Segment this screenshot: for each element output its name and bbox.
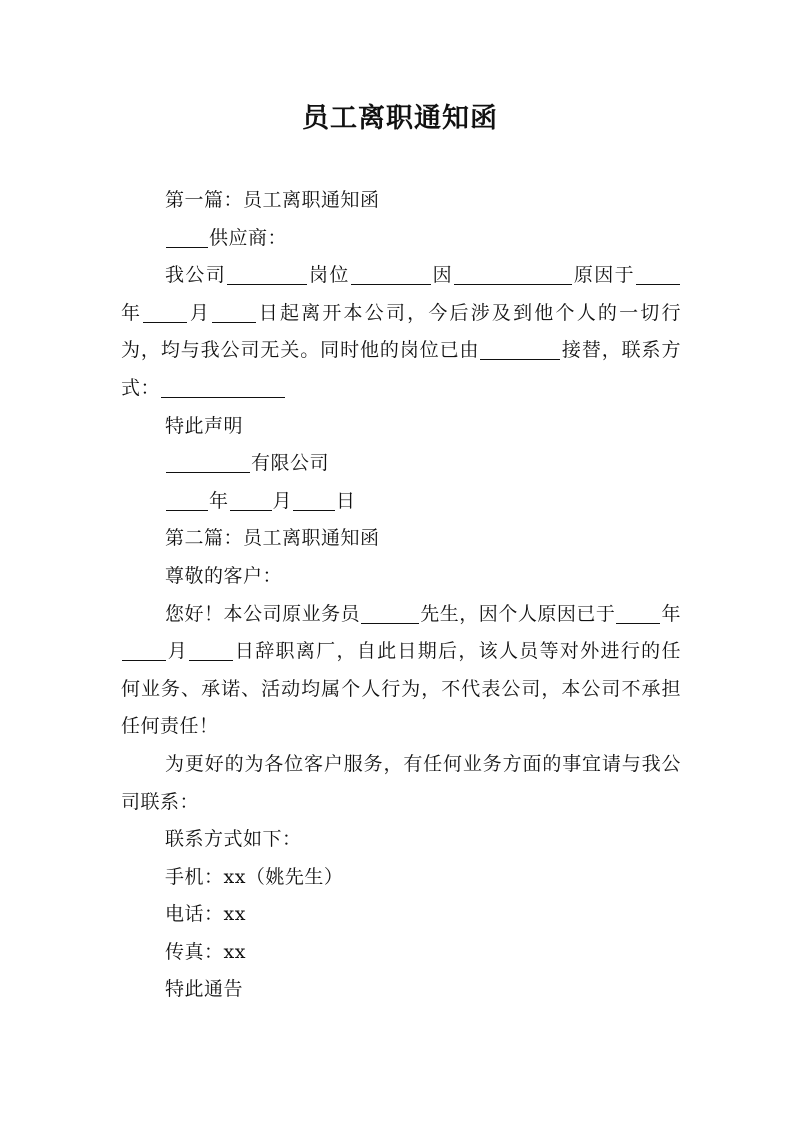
- blank-supplier-name: [166, 246, 208, 248]
- text-segment: 有限公司: [251, 452, 330, 475]
- part1-heading: 第一篇：员工离职通知函: [165, 189, 380, 211]
- blank-month: [122, 659, 166, 661]
- blank-day: [293, 509, 335, 511]
- blank-contact: [161, 396, 285, 398]
- blank-position: [351, 283, 431, 285]
- part2-heading: 第二篇：员工离职通知函: [165, 527, 380, 550]
- part1-paragraph-1: [121, 257, 681, 407]
- text-segment: 岗位: [308, 264, 350, 287]
- text-segment: 月: [272, 489, 293, 512]
- part2-notice: 特此通告: [165, 978, 244, 1001]
- text-segment: 先生，因个人原因已于: [420, 602, 616, 625]
- salutation-suffix: 供应商：: [209, 226, 288, 249]
- document-title: 员工离职通知函: [302, 103, 498, 134]
- blank-company-name: [166, 471, 250, 473]
- text-segment: 日起离开本公司，今后涉及到他个人的一切行为，均与我公司无关。同时他的岗位已由: [121, 301, 681, 362]
- document-body: [121, 182, 681, 1009]
- text-segment: 因: [431, 264, 453, 287]
- blank-salesperson-name: [361, 622, 419, 624]
- text-segment: 日: [336, 489, 356, 512]
- blank-reason: [454, 283, 572, 285]
- blank-successor: [480, 358, 560, 360]
- text-segment: 年: [121, 301, 143, 324]
- text-segment: 日辞职离厂，自此日期后，该人员等对外进行的任何业务、承诺、活动均属个人行为，不代表公司，本公司不承担任何责任！: [121, 640, 681, 738]
- part2-contact-intro: 联系方式如下：: [165, 828, 302, 851]
- text-segment: 我公司: [165, 264, 227, 287]
- part2-paragraph-1: [121, 596, 681, 746]
- part2-fax: 传真：xx: [165, 940, 246, 963]
- part2-paragraph-2: 为更好的为各位客户服务，有任何业务方面的事宜请与我公司联系：: [121, 752, 681, 813]
- blank-month: [230, 509, 272, 511]
- text-segment: 接替，联系方式：: [121, 339, 681, 399]
- part1-declaration: 特此声明: [165, 414, 244, 437]
- text-segment: 原因于: [573, 264, 635, 287]
- blank-year: [616, 622, 660, 624]
- text-segment: 年: [661, 602, 681, 625]
- blank-day: [189, 659, 233, 661]
- blank-month: [143, 321, 187, 323]
- part2-mobile: 手机：xx（姚先生）: [165, 865, 344, 888]
- text-segment: 您好！本公司原业务员: [165, 602, 361, 625]
- blank-year: [166, 509, 208, 511]
- part2-phone: 电话：xx: [165, 903, 246, 926]
- part1-signature: [121, 445, 681, 483]
- part2-salutation: 尊敬的客户：: [165, 564, 283, 587]
- blank-day: [212, 321, 256, 323]
- text-segment: 月: [188, 301, 212, 324]
- text-segment: 月: [167, 640, 189, 663]
- blank-employee-name: [227, 283, 307, 285]
- text-segment: 年: [209, 489, 229, 512]
- part1-salutation: [121, 220, 681, 258]
- part1-date: [121, 483, 681, 521]
- blank-year: [636, 283, 680, 285]
